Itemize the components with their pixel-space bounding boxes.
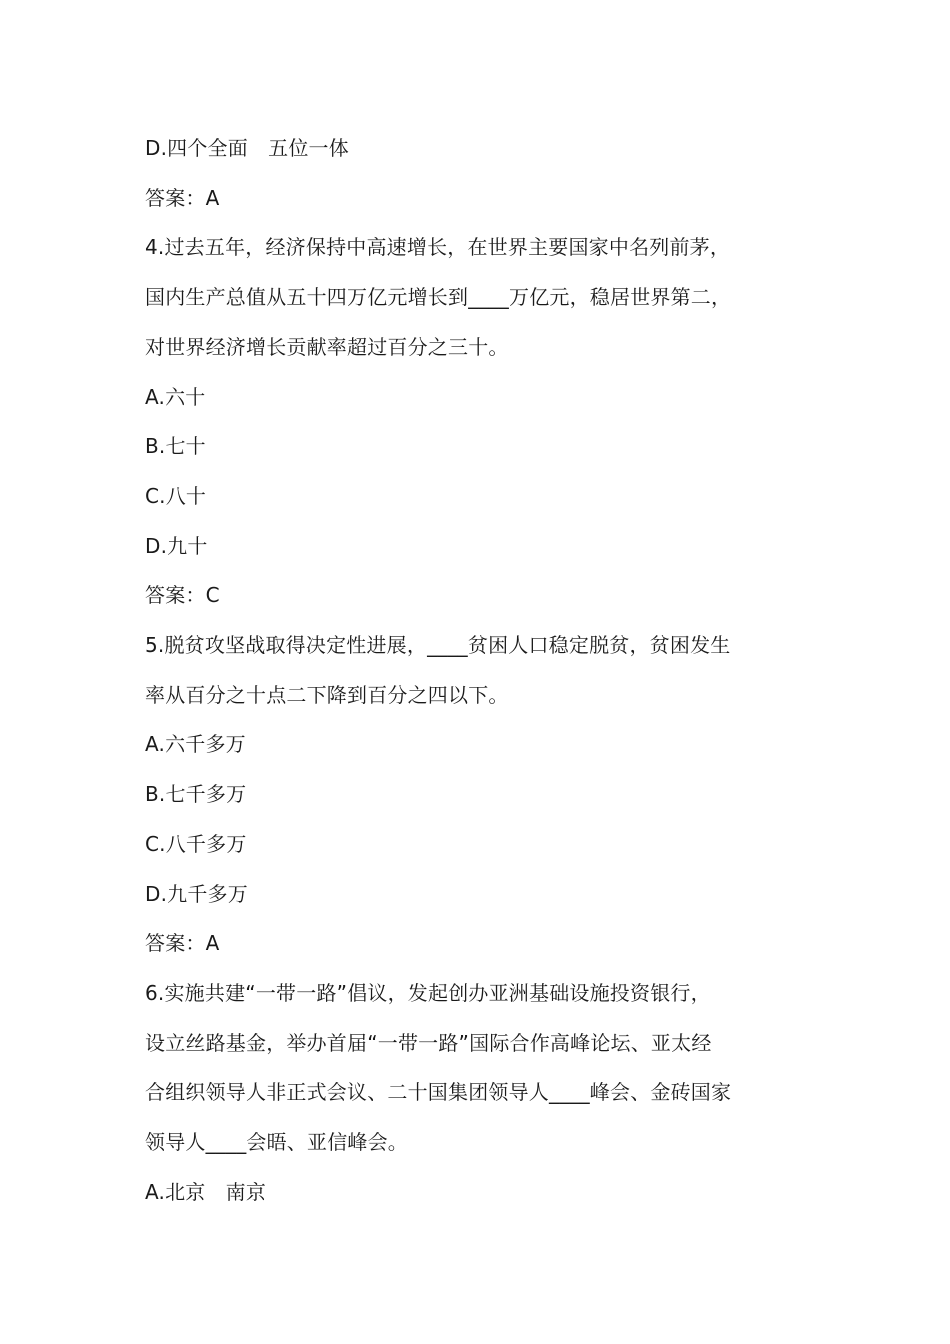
question-4-line-3: 对世界经济增长贡献率超过百分之三十。 xyxy=(145,334,509,359)
option-d-q4: D.九十 xyxy=(145,533,208,558)
option-b-q4: B.七十 xyxy=(145,434,206,459)
question-5-line-1: 5.脱贫攻坚战取得决定性进展，____贫困人口稳定脱贫，贫困发生 xyxy=(145,633,731,658)
answer-q5: 答案：A xyxy=(145,931,220,956)
question-6-line-3: 合组织领导人非正式会议、二十国集团领导人____峰会、金砖国家 xyxy=(145,1080,732,1105)
option-a-q5: A.六千多万 xyxy=(145,732,246,757)
option-a-q6: A.北京 南京 xyxy=(145,1179,267,1204)
question-5-line-2: 率从百分之十点二下降到百分之四以下。 xyxy=(145,682,509,707)
option-b-q5: B.七千多万 xyxy=(145,782,247,807)
option-d-q5: D.九千多万 xyxy=(145,881,248,906)
question-6-line-2: 设立丝路基金，举办首届“一带一路”国际合作高峰论坛、亚太经 xyxy=(145,1030,712,1055)
question-4-line-1: 4.过去五年，经济保持中高速增长，在世界主要国家中名列前茅， xyxy=(145,235,731,260)
option-c-q4: C.八十 xyxy=(145,483,207,508)
answer-q4: 答案：C xyxy=(145,583,220,608)
question-6-line-4: 领导人____会晤、亚信峰会。 xyxy=(145,1130,408,1155)
page-content xyxy=(145,124,825,1217)
question-4-line-2: 国内生产总值从五十四万亿元增长到____万亿元，稳居世界第二， xyxy=(145,285,732,310)
option-a-q4: A.六十 xyxy=(145,384,206,409)
question-6-line-1: 6.实施共建“一带一路”倡议，发起创办亚洲基础设施投资银行， xyxy=(145,980,711,1005)
option-c-q5: C.八千多万 xyxy=(145,831,247,856)
answer-q3: 答案：A xyxy=(145,185,220,210)
option-d-q3: D.四个全面 五位一体 xyxy=(145,136,349,160)
